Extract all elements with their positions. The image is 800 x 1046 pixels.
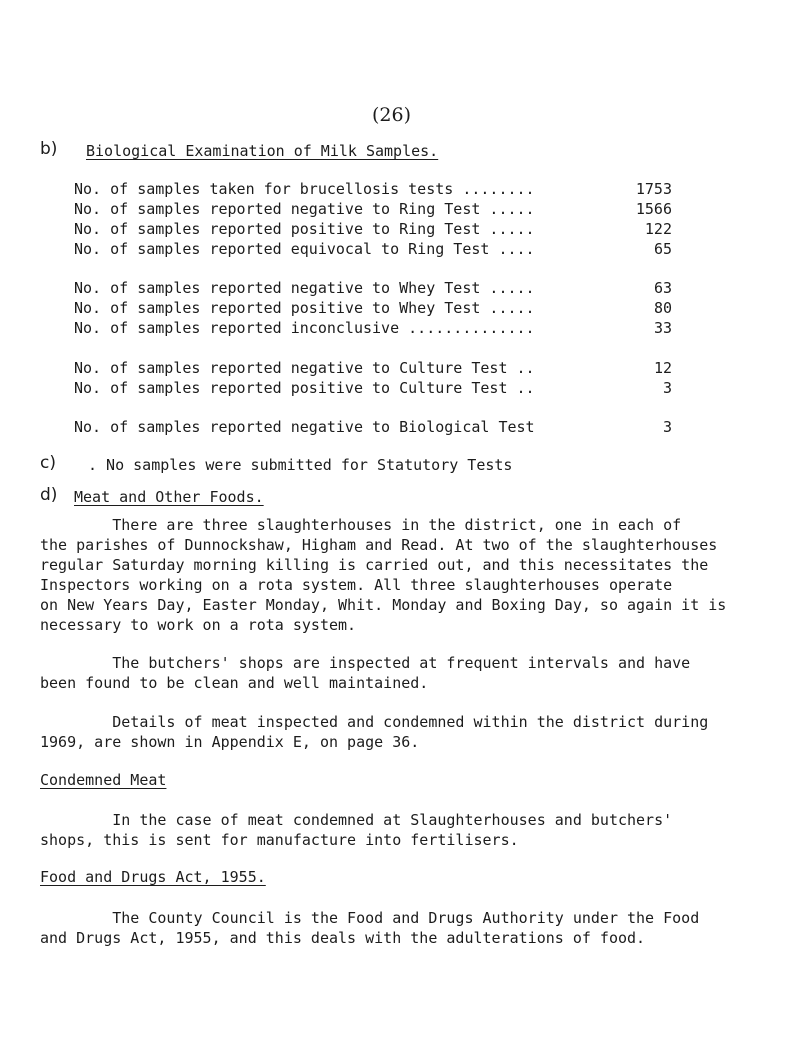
stat-value: 65 xyxy=(653,240,672,258)
stat-row xyxy=(74,180,670,200)
stat-value: 12 xyxy=(653,359,672,377)
condemned-meat-heading: Condemned Meat xyxy=(40,771,167,789)
section-d-marker: d) xyxy=(40,485,58,505)
stat-row xyxy=(74,240,670,260)
stat-label: No. of samples reported inconclusive .............. xyxy=(74,319,535,337)
section-d-heading: Meat and Other Foods. xyxy=(74,488,264,506)
stat-label: No. of samples reported negative to Biological Test xyxy=(74,418,535,436)
stat-value: 80 xyxy=(653,299,672,317)
stat-value: 63 xyxy=(653,279,672,297)
page-number: (26) xyxy=(372,104,412,126)
stat-value: 33 xyxy=(653,319,672,337)
stat-value: 1566 xyxy=(635,200,672,218)
stat-value: 1753 xyxy=(635,180,672,198)
stat-label: No. of samples taken for brucellosis tests ........ xyxy=(74,180,535,198)
slaughterhouse-paragraph: There are three slaughterhouses in the district, one in each of the parishes of Dunnockshaw, Higham and Read. At two of the slaughterhouses regular Saturday morning killing is carried out, and this necessitates the Inspectors working on a rota system. All three slaughterhouses operate on New Years Day, Easter Monday, Whit. Monday and Boxing Day, so again it is necessary to work on a rota system. xyxy=(40,516,727,634)
butchers-paragraph: The butchers' shops are inspected at frequent intervals and have been found to be clean and well maintained. xyxy=(40,654,691,692)
stat-label: No. of samples reported negative to Culture Test .. xyxy=(74,359,535,377)
condemned-meat-paragraph: In the case of meat condemned at Slaughterhouses and butchers' shops, this is sent for manufacture into fertilisers. xyxy=(40,811,673,849)
section-c-marker: c) xyxy=(40,453,56,473)
stat-label: No. of samples reported positive to Culture Test .. xyxy=(74,379,535,397)
stat-row xyxy=(74,279,670,299)
section-b-heading: Biological Examination of Milk Samples. xyxy=(86,142,439,160)
stat-row xyxy=(74,319,670,339)
stat-row xyxy=(74,200,670,220)
section-c-text: . No samples were submitted for Statutory Tests xyxy=(88,456,513,474)
stat-value: 3 xyxy=(662,418,672,436)
stat-label: No. of samples reported positive to Ring Test ..... xyxy=(74,220,535,238)
food-drugs-heading: Food and Drugs Act, 1955. xyxy=(40,868,266,886)
stat-label: No. of samples reported negative to Ring Test ..... xyxy=(74,200,535,218)
stat-value: 122 xyxy=(644,220,672,238)
stat-row xyxy=(74,379,670,399)
stat-label: No. of samples reported equivocal to Ring Test .... xyxy=(74,240,535,258)
stat-label: No. of samples reported positive to Whey Test ..... xyxy=(74,299,535,317)
stat-row xyxy=(74,220,670,240)
food-drugs-paragraph: The County Council is the Food and Drugs Authority under the Food and Drugs Act, 1955, and this deals with the adulterations of food. xyxy=(40,909,700,947)
stat-row xyxy=(74,359,670,379)
stat-row xyxy=(74,418,670,438)
appendix-paragraph: Details of meat inspected and condemned within the district during 1969, are shown in Appendix E, on page 36. xyxy=(40,713,709,751)
stat-row xyxy=(74,299,670,319)
stat-label: No. of samples reported negative to Whey Test ..... xyxy=(74,279,535,297)
stat-value: 3 xyxy=(662,379,672,397)
section-b-marker: b) xyxy=(40,139,58,159)
